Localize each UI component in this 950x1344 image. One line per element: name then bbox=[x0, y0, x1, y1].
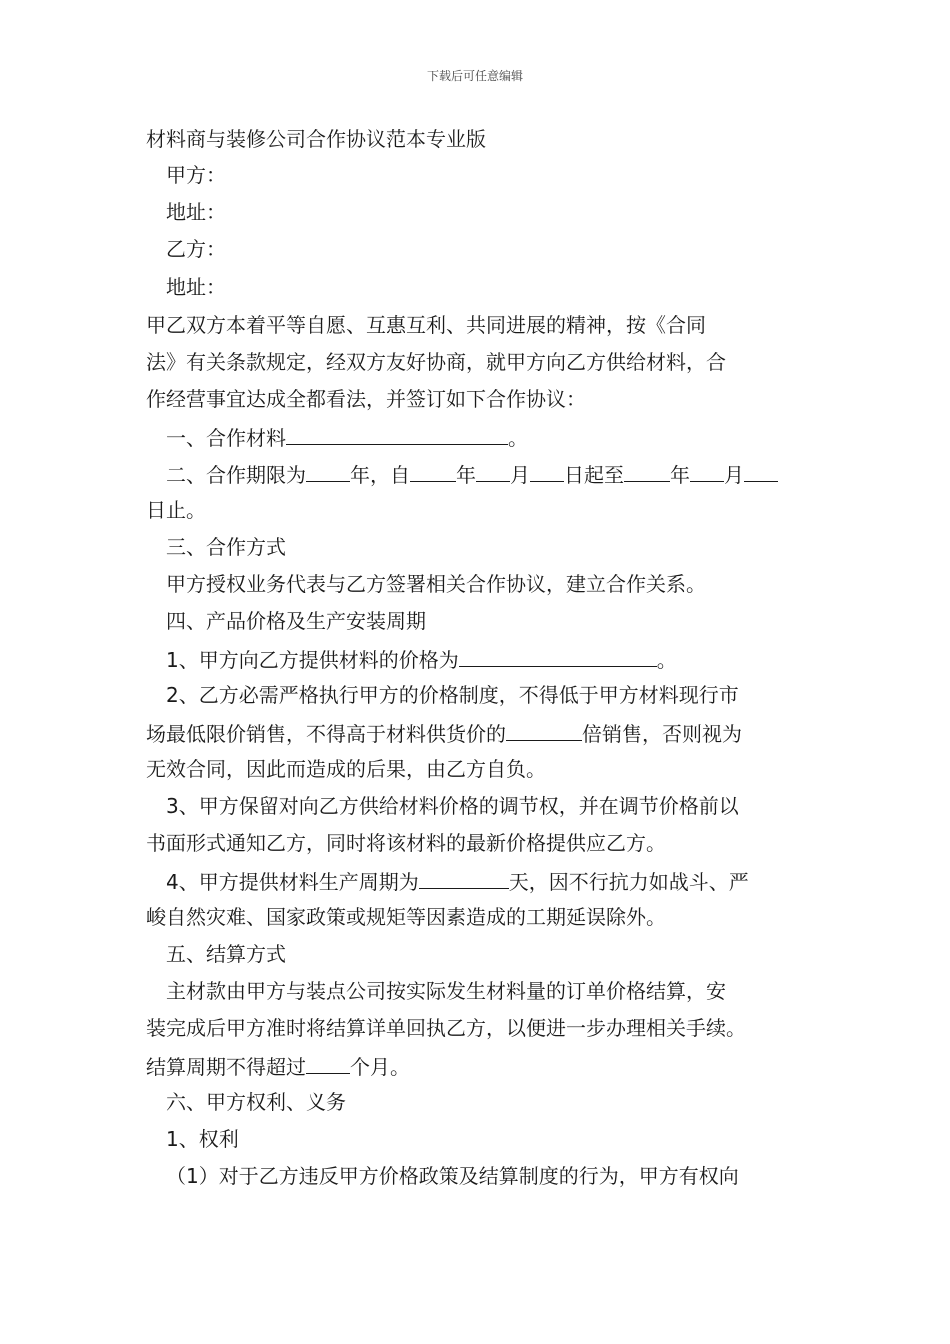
preamble-line: 法》有关条款规定，经双方友好协商，就甲方向乙方供给材料，合 bbox=[146, 350, 726, 374]
clause-4-4-line bbox=[166, 868, 749, 894]
section-3-text: 甲方授权业务代表与乙方签署相关合作协议，建立合作关系。 bbox=[166, 572, 706, 596]
section-6-1-1-line: （1）对于乙方违反甲方价格政策及结算制度的行为，甲方有权向 bbox=[166, 1164, 739, 1188]
page-header-note: 下载后可任意编辑 bbox=[426, 69, 523, 83]
section-4-title: 四、产品价格及生产安装周期 bbox=[166, 609, 426, 633]
clause-4-1-text: 1、甲方向乙方提供材料的价格为 bbox=[166, 648, 459, 672]
clause-4-2-line: 2、乙方必需严格执行甲方的价格制度，不得低于甲方材料现行市 bbox=[166, 683, 739, 707]
clause-2-term bbox=[166, 461, 778, 487]
clause-4-3-line: 书面形式通知乙方，同时将该材料的最新价格提供应乙方。 bbox=[146, 831, 666, 855]
clause-4-4-text: 天，因不行抗力如战斗、严 bbox=[508, 870, 749, 894]
fill-blank-end-year bbox=[624, 461, 670, 482]
party-a-address-label: 地址： bbox=[166, 200, 226, 224]
clause-1-text: 一、合作材料 bbox=[166, 426, 286, 450]
clause-2-text: 月 bbox=[510, 463, 530, 487]
clause-2-text: 年 bbox=[670, 463, 690, 487]
section-5-text: 结算周期不得超过 bbox=[146, 1055, 306, 1079]
clause-2-continuation: 日止。 bbox=[146, 498, 206, 522]
fill-blank-years bbox=[306, 461, 350, 482]
clause-4-4-line: 峻自然灾难、国家政策或规矩等因素造成的工期延误除外。 bbox=[146, 905, 666, 929]
clause-4-2-line: 无效合同，因此而造成的后果，由乙方自负。 bbox=[146, 757, 546, 781]
clause-2-text: 年 bbox=[456, 463, 476, 487]
fill-blank-start-month bbox=[476, 461, 510, 482]
section-5-line bbox=[146, 1053, 410, 1079]
section-5-line: 装完成后甲方准时将结算详单回执乙方，以便进一步办理相关手续。 bbox=[146, 1016, 746, 1040]
clause-2-text: 日起至 bbox=[564, 463, 624, 487]
fill-blank-multiple bbox=[506, 720, 582, 741]
fill-blank-start-year bbox=[410, 461, 456, 482]
section-5-line: 主材款由甲方与装点公司按实际发生材料量的订单价格结算，安 bbox=[166, 979, 726, 1003]
section-5-title: 五、结算方式 bbox=[166, 942, 286, 966]
fill-blank-material bbox=[286, 424, 508, 445]
clause-4-4-text: 4、甲方提供材料生产周期为 bbox=[166, 870, 419, 894]
clause-2-text: 二、合作期限为 bbox=[166, 463, 306, 487]
clause-1-cooperation-material bbox=[166, 424, 528, 450]
fill-blank-days bbox=[419, 868, 509, 889]
clause-4-3-line: 3、甲方保留对向乙方供给材料价格的调节权，并在调节价格前以 bbox=[166, 794, 739, 818]
section-6-title: 六、甲方权利、义务 bbox=[166, 1090, 346, 1114]
party-b-address-label: 地址： bbox=[166, 275, 226, 299]
clause-4-1-suffix: 。 bbox=[656, 648, 677, 672]
document-title: 材料商与装修公司合作协议范本专业版 bbox=[146, 127, 486, 151]
clause-2-text: 月 bbox=[724, 463, 744, 487]
clause-1-suffix: 。 bbox=[508, 426, 528, 450]
clause-4-2-line bbox=[146, 720, 742, 746]
preamble-line: 作经营事宜达成全都看法，并签订如下合作协议： bbox=[146, 387, 586, 411]
section-5-text: 个月。 bbox=[350, 1055, 410, 1079]
clause-4-1-price bbox=[166, 646, 677, 672]
party-b-label: 乙方： bbox=[166, 237, 226, 261]
fill-blank-end-day bbox=[744, 461, 778, 482]
fill-blank-months bbox=[306, 1053, 350, 1074]
clause-4-2-text: 场最低限价销售，不得高于材料供货价的 bbox=[146, 722, 506, 746]
clause-2-text: 年，自 bbox=[350, 463, 410, 487]
section-6-1-title: 1、权利 bbox=[166, 1127, 239, 1151]
section-3-title: 三、合作方式 bbox=[166, 535, 286, 559]
preamble-line: 甲乙双方本着平等自愿、互惠互利、共同进展的精神，按《合同 bbox=[146, 313, 706, 337]
clause-4-2-text: 倍销售，否则视为 bbox=[582, 722, 742, 746]
fill-blank-price bbox=[459, 646, 657, 667]
fill-blank-end-month bbox=[690, 461, 724, 482]
fill-blank-start-day bbox=[530, 461, 564, 482]
party-a-label: 甲方： bbox=[166, 163, 226, 187]
